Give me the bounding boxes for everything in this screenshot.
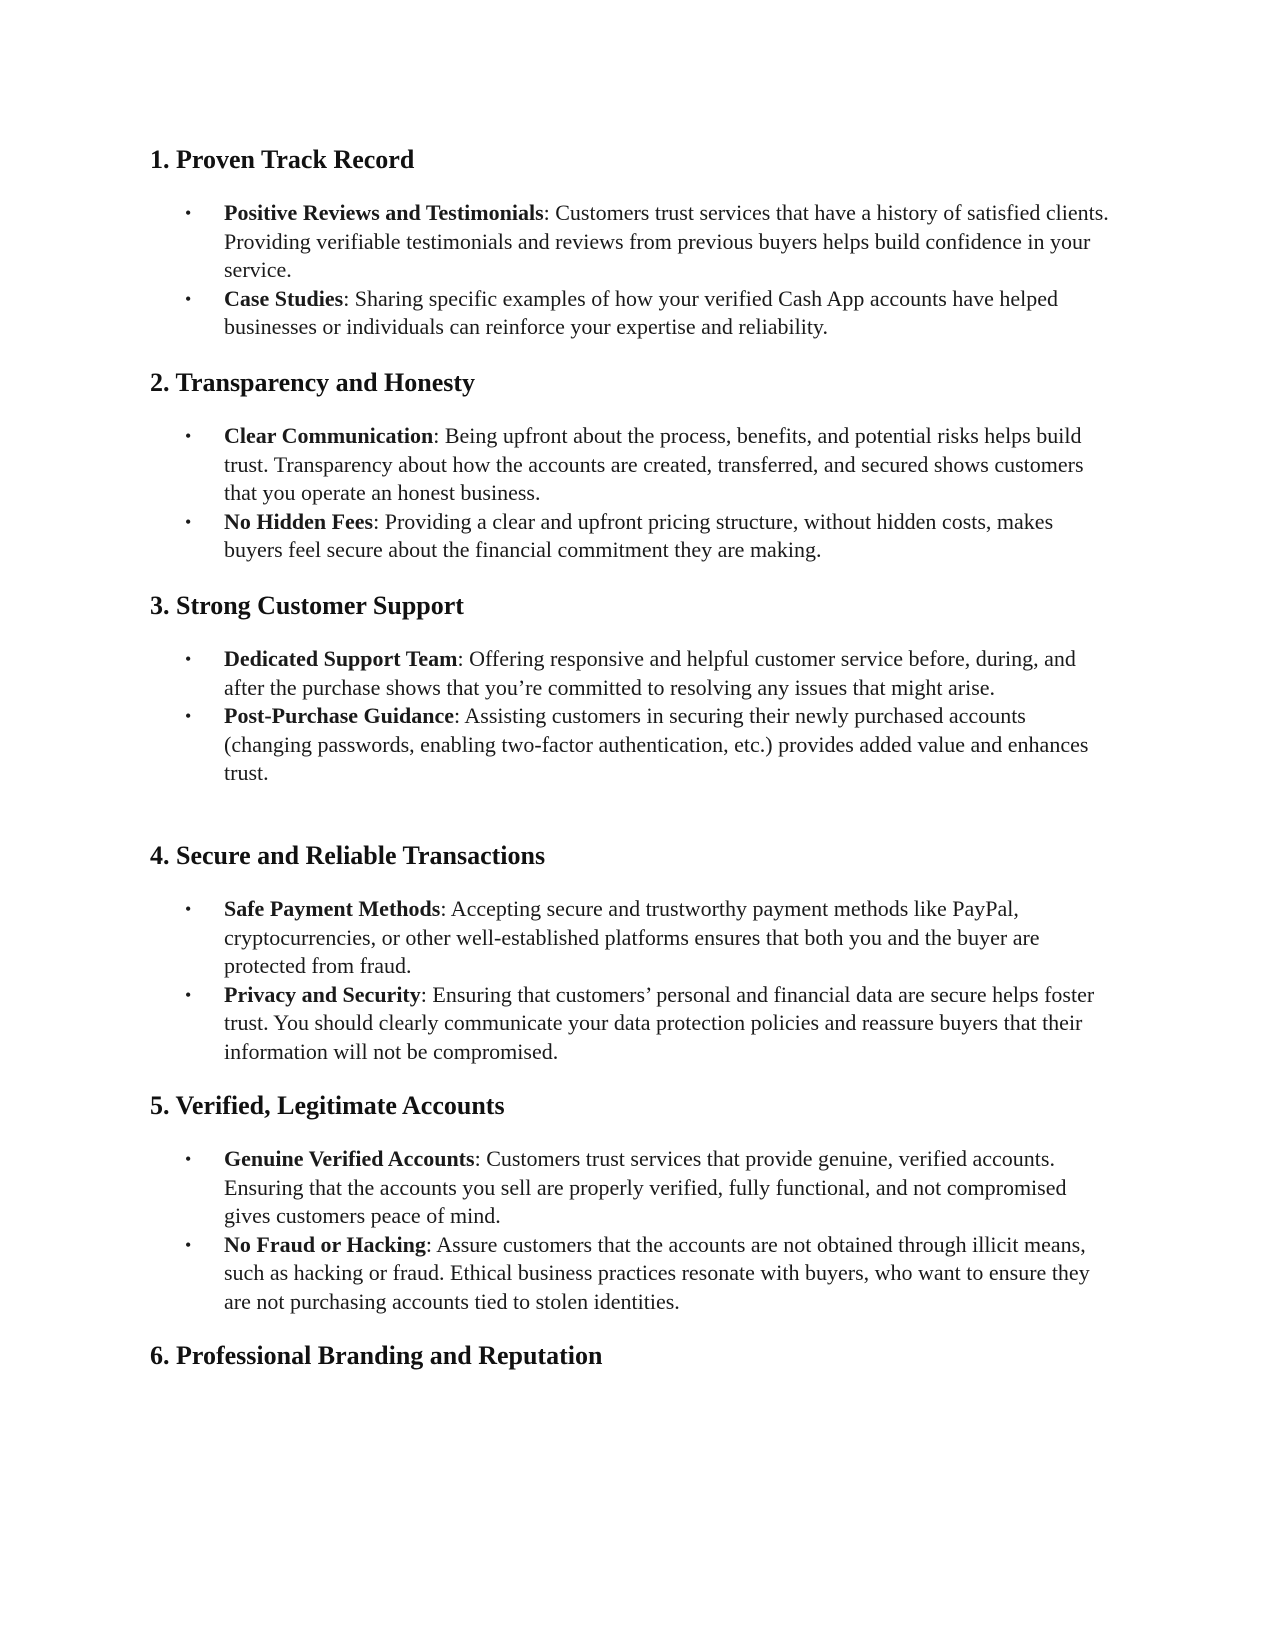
- item-text: : Customers trust services that have a history of satisfied clients. Providing verifiable testimonials and reviews from previous buyers helps build confidence in your service.: [224, 200, 1109, 283]
- item-text: : Offering responsive and helpful customer service before, during, and after the purchase shows that you’re committed to resolving any issues that might arise.: [224, 646, 1076, 700]
- item-text: : Being upfront about the process, benefits, and potential risks helps build trust. Transparency about how the accounts are created, transferred, and secured shows customers that you operate an honest business.: [224, 423, 1084, 506]
- bullet-icon: •: [185, 1234, 192, 1255]
- bullet-icon: •: [185, 288, 192, 309]
- item-term: Clear Communication: [224, 423, 434, 448]
- section-heading: 3. Strong Customer Support: [150, 591, 464, 620]
- section-strong-customer-support: [150, 591, 1110, 788]
- section-heading: 1. Proven Track Record: [150, 145, 415, 174]
- bullet-list: [150, 1145, 1110, 1317]
- section-verified-legitimate-accounts: [150, 1091, 1110, 1317]
- item-term: Case Studies: [224, 285, 344, 311]
- item-term: Privacy and Security: [224, 981, 421, 1007]
- item-term: Genuine Verified Accounts: [224, 1146, 475, 1171]
- bullet-icon: •: [185, 1149, 192, 1169]
- bullet-icon: •: [185, 649, 192, 669]
- section-heading: 4. Secure and Reliable Transactions: [150, 841, 546, 870]
- item-term: Post-Purchase Guidance: [224, 703, 454, 729]
- section-heading: 6. Professional Branding and Reputation: [150, 1341, 603, 1370]
- list-item: [150, 981, 1110, 1067]
- list-item: [150, 199, 1110, 285]
- bullet-icon: •: [185, 511, 192, 532]
- item-text: : Sharing specific examples of how your verified Cash App accounts have helped businesses or individuals can reinforce your expertise and reliability.: [224, 285, 1058, 340]
- section-transparency-and-honesty: [150, 368, 1110, 565]
- item-text: : Assisting customers in securing their newly purchased accounts (changing passwords, enabling two-factor authentication, etc.) provides added value and enhances trust.: [224, 703, 1089, 786]
- bullet-list: [150, 199, 1110, 342]
- bullet-list: [150, 645, 1110, 788]
- bullet-icon: •: [185, 426, 192, 446]
- list-item: [150, 645, 1110, 702]
- list-item: [150, 285, 1110, 342]
- item-term: Safe Payment Methods: [224, 896, 441, 921]
- bullet-list: [150, 895, 1110, 1067]
- item-term: Dedicated Support Team: [224, 646, 458, 671]
- list-item: [150, 702, 1110, 788]
- section-heading: 5. Verified, Legitimate Accounts: [150, 1091, 505, 1120]
- section-secure-reliable-transactions: [150, 841, 1110, 1067]
- item-text: : Ensuring that customers’ personal and financial data are secure helps foster trust. You should clearly communicate your data protection policies and reassure buyers that their information will not be compromised.: [224, 981, 1095, 1064]
- item-term: No Fraud or Hacking: [224, 1231, 426, 1257]
- list-item: [150, 422, 1110, 508]
- item-text: : Providing a clear and upfront pricing structure, without hidden costs, makes buyers feel secure about the financial commitment they are making.: [224, 508, 1054, 563]
- section-proven-track-record: [150, 145, 1110, 342]
- item-term: No Hidden Fees: [224, 508, 374, 534]
- bullet-icon: •: [185, 899, 192, 919]
- section-professional-branding: [150, 1341, 1110, 1371]
- list-item: [150, 508, 1110, 565]
- bullet-icon: •: [185, 203, 192, 223]
- item-text: : Customers trust services that provide genuine, verified accounts. Ensuring that the accounts you sell are properly verified, fully functional, and not compromised gives customers peace of mind.: [224, 1146, 1067, 1229]
- item-text: : Assure customers that the accounts are not obtained through illicit means, such as hacking or fraud. Ethical business practices resonate with buyers, who want to ensure they are not purchasing accounts tied to stolen identities.: [224, 1231, 1090, 1314]
- list-item: [150, 1145, 1110, 1231]
- section-heading: 2. Transparency and Honesty: [150, 368, 476, 397]
- item-term: Positive Reviews and Testimonials: [224, 200, 544, 225]
- bullet-icon: •: [185, 984, 192, 1005]
- list-item: [150, 1231, 1110, 1317]
- item-text: : Accepting secure and trustworthy payment methods like PayPal, cryptocurrencies, or other well-established platforms ensures that both you and the buyer are protected from fraud.: [224, 896, 1040, 979]
- list-item: [150, 895, 1110, 981]
- bullet-list: [150, 422, 1110, 565]
- bullet-icon: •: [185, 706, 192, 727]
